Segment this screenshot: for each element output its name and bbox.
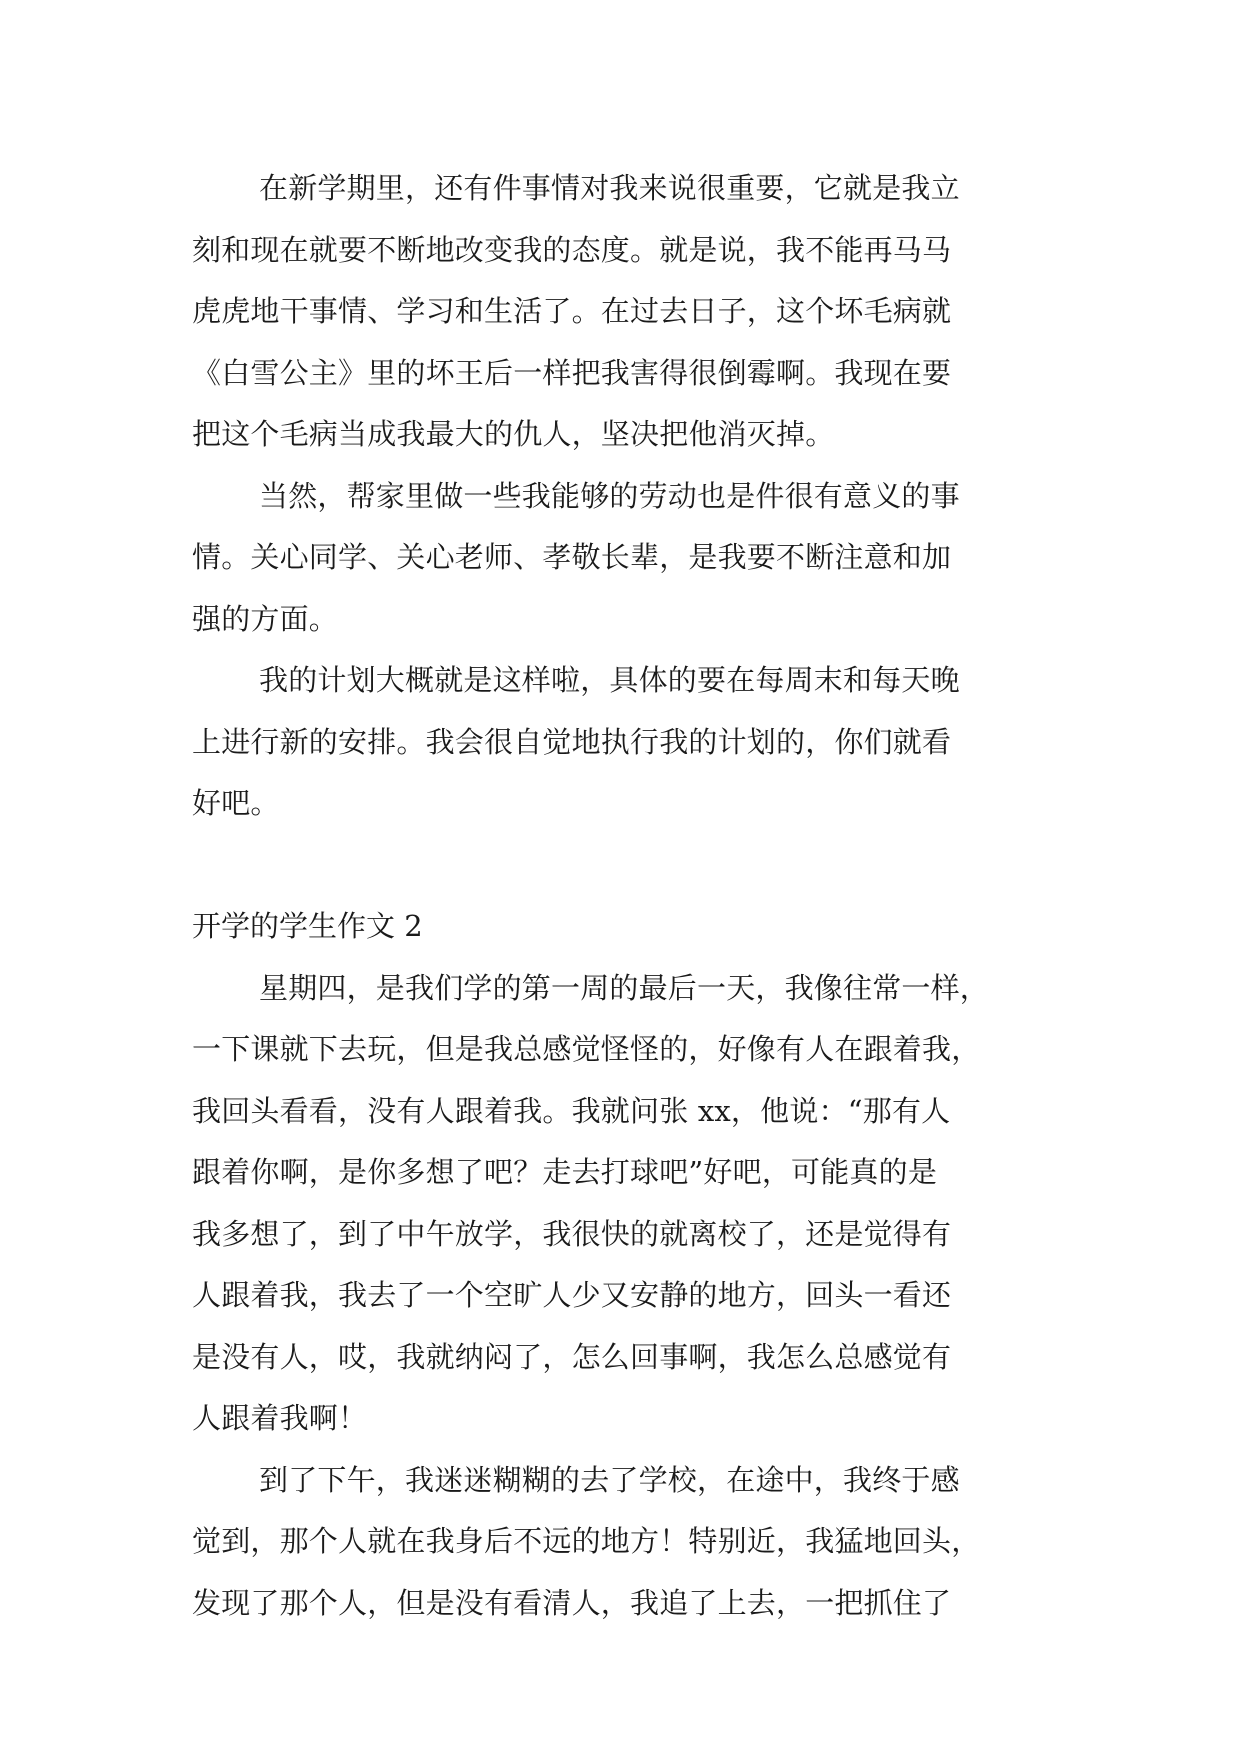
section-spacer xyxy=(192,835,1052,897)
paragraph-1 xyxy=(192,158,1052,466)
text-line: 发现了那个人，但是没有看清人，我追了上去，一把抓住了 xyxy=(192,1585,952,1620)
text-line: 虎虎地干事情、学习和生活了。在过去日子，这个坏毛病就 xyxy=(192,294,952,328)
text-line: 一下课就下去玩，但是我总感觉怪怪的，好像有人在跟着我， xyxy=(192,1032,981,1066)
text-line: 在新学期里，还有件事情对我来说很重要，它就是我立 xyxy=(259,171,960,205)
paragraph-2 xyxy=(192,466,1052,651)
text-line: 强的方面。 xyxy=(192,601,339,636)
paragraph-3 xyxy=(192,650,1052,835)
text-line: 《白雪公主》里的坏王后一样把我害得很倒霉啊。我现在要 xyxy=(192,355,952,390)
text-line: 人跟着我，我去了一个空旷人少又安静的地方，回头一看还 xyxy=(192,1278,952,1312)
text-line: 上进行新的安排。我会很自觉地执行我的计划的，你们就看 xyxy=(192,724,952,759)
paragraph-4 xyxy=(192,958,1052,1450)
text-line: 觉到，那个人就在我身后不远的地方！特别近，我猛地回头， xyxy=(192,1524,981,1558)
text-line: 情。关心同学、关心老师、孝敬长辈，是我要不断注意和加 xyxy=(192,540,952,574)
text-line: 当然，帮家里做一些我能够的劳动也是件很有意义的事 xyxy=(259,478,960,513)
text-line: 把这个毛病当成我最大的仇人，坚决把他消灭掉。 xyxy=(192,417,835,451)
text-line: 刻和现在就要不断地改变我的态度。就是说，我不能再马马 xyxy=(192,232,952,267)
text-line: 到了下午，我迷迷糊糊的去了学校，在途中，我终于感 xyxy=(259,1462,960,1497)
text-line: 我多想了，到了中午放学，我很快的就离校了，还是觉得有 xyxy=(192,1216,952,1251)
text-line: 我回头看看，没有人跟着我。我就问张 xx，他说：“那有人 xyxy=(192,1093,951,1128)
document-body xyxy=(192,158,1052,1634)
text-line: 好吧。 xyxy=(192,786,280,820)
section-title: 开学的学生作文 2 xyxy=(192,909,423,943)
text-line: 人跟着我啊！ xyxy=(192,1401,368,1435)
paragraph-5 xyxy=(192,1450,1052,1635)
text-line: 跟着你啊，是你多想了吧？走去打球吧”好吧，可能真的是 xyxy=(192,1155,938,1189)
text-line: 星期四，是我们学的第一周的最后一天，我像往常一样， xyxy=(259,970,990,1005)
text-line: 我的计划大概就是这样啦，具体的要在每周末和每天晚 xyxy=(259,663,960,697)
text-line: 是没有人，哎，我就纳闷了，怎么回事啊，我怎么总感觉有 xyxy=(192,1339,952,1374)
